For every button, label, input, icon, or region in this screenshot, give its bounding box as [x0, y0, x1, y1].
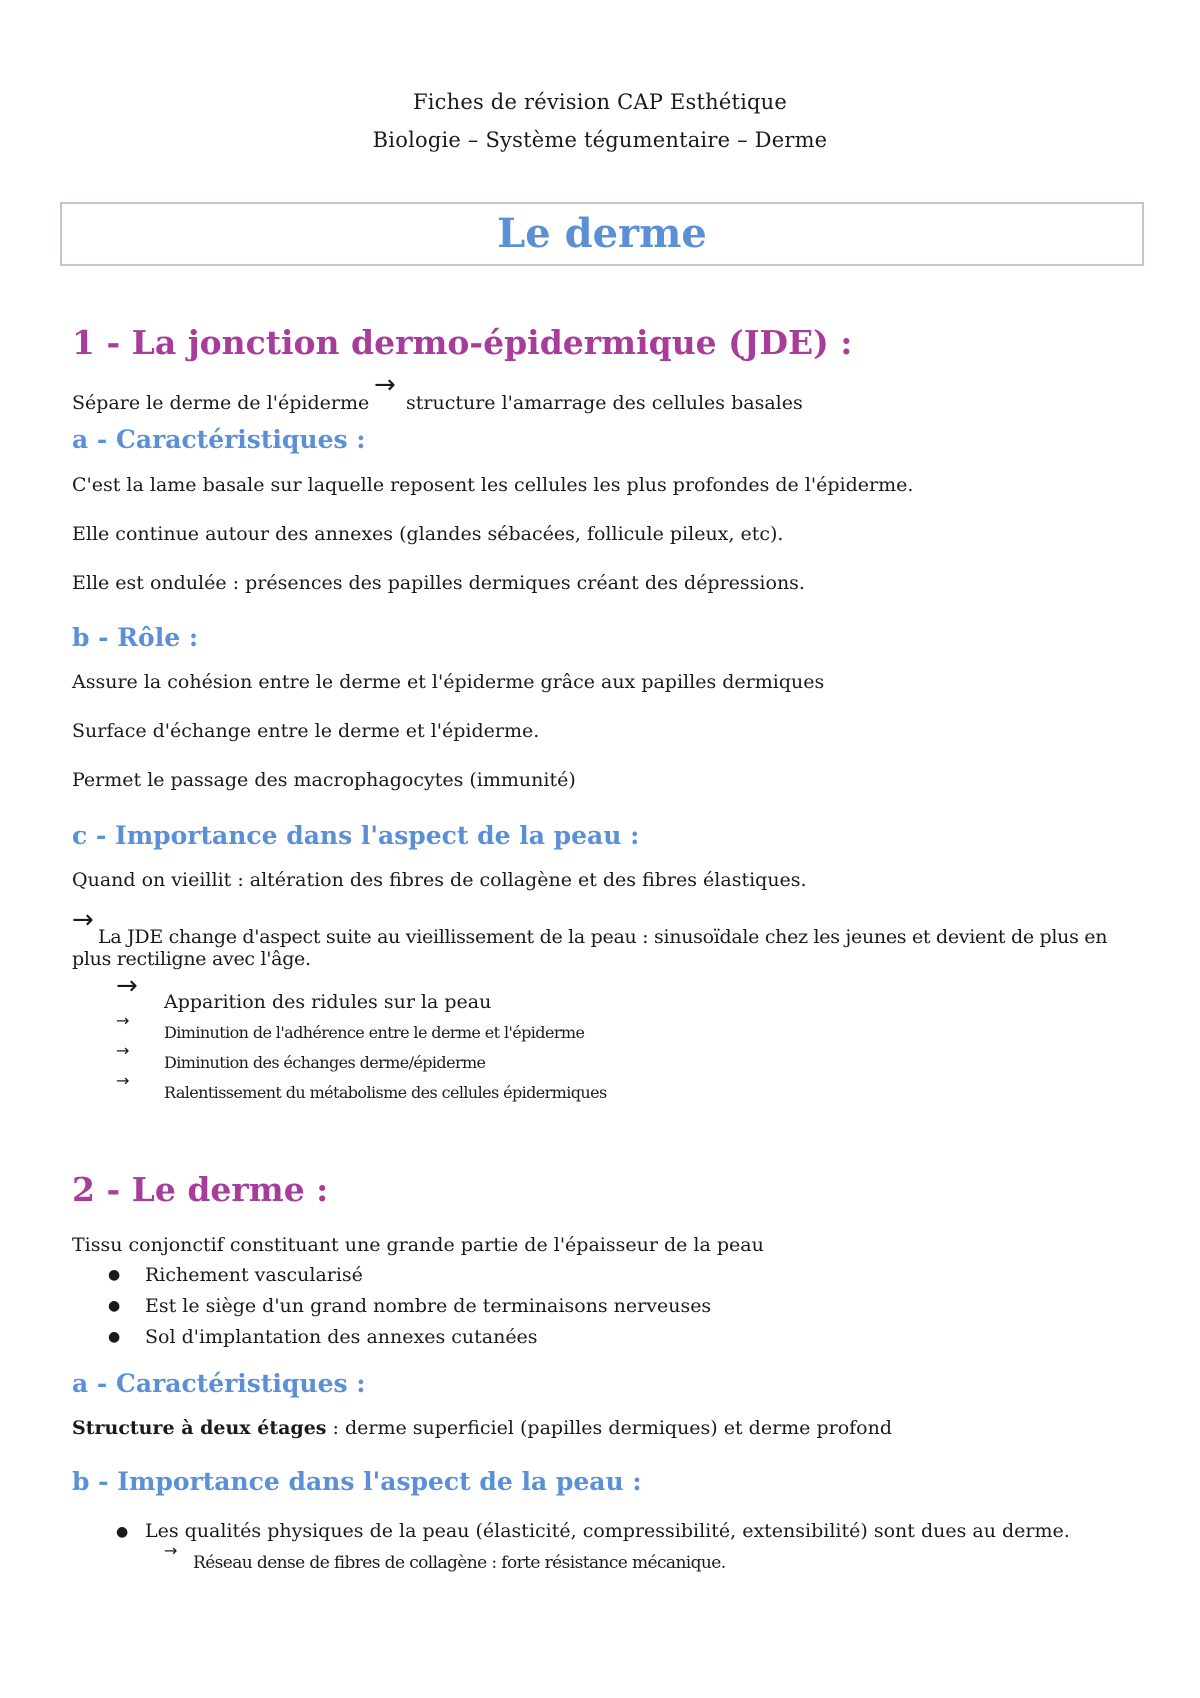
arrow-icon: →	[72, 905, 94, 935]
section-1a-heading: a - Caractéristiques :	[72, 425, 366, 454]
header-line-1: Fiches de révision CAP Esthétique	[412, 90, 788, 114]
section-1c-heading: c - Importance dans l'aspect de la peau :	[72, 821, 640, 850]
arrow-icon: →	[116, 1071, 130, 1090]
section-1b-line: Assure la cohésion entre le derme et l'épiderme grâce aux papilles dermiques	[72, 671, 825, 693]
section-2a-heading: a - Caractéristiques :	[72, 1369, 366, 1398]
section-2-intro: Tissu conjonctif constituant une grande partie de l'épaisseur de la peau	[72, 1234, 764, 1256]
sub-item: Réseau dense de fibres de collagène : forte résistance mécanique.	[193, 1553, 726, 1573]
section-2-heading: 2 - Le derme :	[72, 1170, 329, 1209]
section-1-intro-right: structure l'amarrage des cellules basales	[406, 392, 803, 414]
arrow-icon: →	[116, 1011, 130, 1030]
page-title: Le derme	[497, 210, 707, 257]
section-1b-line: Permet le passage des macrophagocytes (immunité)	[72, 769, 576, 791]
section-1b-line: Surface d'échange entre le derme et l'épiderme.	[72, 720, 540, 742]
bullet-icon: ●	[108, 1329, 121, 1345]
consequence-item: Apparition des ridules sur la peau	[164, 991, 492, 1013]
section-1c-line: Quand on vieillit : altération des fibres de collagène et des fibres élastiques.	[72, 869, 807, 891]
section-1-heading: 1 - La jonction dermo-épidermique (JDE) :	[72, 323, 853, 362]
section-1b-heading: b - Rôle :	[72, 623, 199, 652]
list-item: Est le siège d'un grand nombre de terminaisons nerveuses	[145, 1295, 712, 1317]
section-1a-line: Elle est ondulée : présences des papilles dermiques créant des dépressions.	[72, 572, 805, 594]
section-2a-bold: Structure à deux étages	[72, 1417, 327, 1439]
list-item: Sol d'implantation des annexes cutanées	[145, 1326, 538, 1348]
section-2a-line	[72, 1417, 892, 1439]
list-item: Les qualités physiques de la peau (élasticité, compressibilité, extensibilité) sont dues au derme.	[145, 1520, 1070, 1542]
section-2b-heading: b - Importance dans l'aspect de la peau :	[72, 1467, 642, 1496]
section-1a-line: C'est la lame basale sur laquelle reposent les cellules les plus profondes de l'épiderme.	[72, 474, 914, 496]
bullet-icon: ●	[108, 1298, 121, 1314]
arrow-icon: →	[374, 370, 396, 400]
bullet-icon: ●	[108, 1267, 121, 1283]
bullet-icon: ●	[116, 1524, 129, 1540]
list-item: Richement vascularisé	[145, 1264, 363, 1286]
consequence-item: Diminution de l'adhérence entre le derme et l'épiderme	[164, 1023, 585, 1042]
arrow-icon: →	[116, 971, 138, 1001]
arrow-icon: →	[164, 1541, 178, 1560]
section-1c-paragraph: La JDE change d'aspect suite au vieillissement de la peau : sinusoïdale chez les jeunes et devient de plus en plus rectiligne avec l'âge.	[72, 926, 1108, 970]
section-2a-rest: : derme superficiel (papilles dermiques) et derme profond	[326, 1417, 893, 1439]
arrow-icon: →	[116, 1041, 130, 1060]
section-1a-line: Elle continue autour des annexes (glandes sébacées, follicule pileux, etc).	[72, 523, 784, 545]
section-1-intro-left: Sépare le derme de l'épiderme	[72, 392, 370, 414]
consequence-item: Diminution des échanges derme/épiderme	[164, 1053, 486, 1072]
title-box	[60, 202, 1144, 266]
consequence-item: Ralentissement du métabolisme des cellules épidermiques	[164, 1083, 607, 1102]
header-line-2: Biologie – Système tégumentaire – Derme	[372, 128, 828, 152]
